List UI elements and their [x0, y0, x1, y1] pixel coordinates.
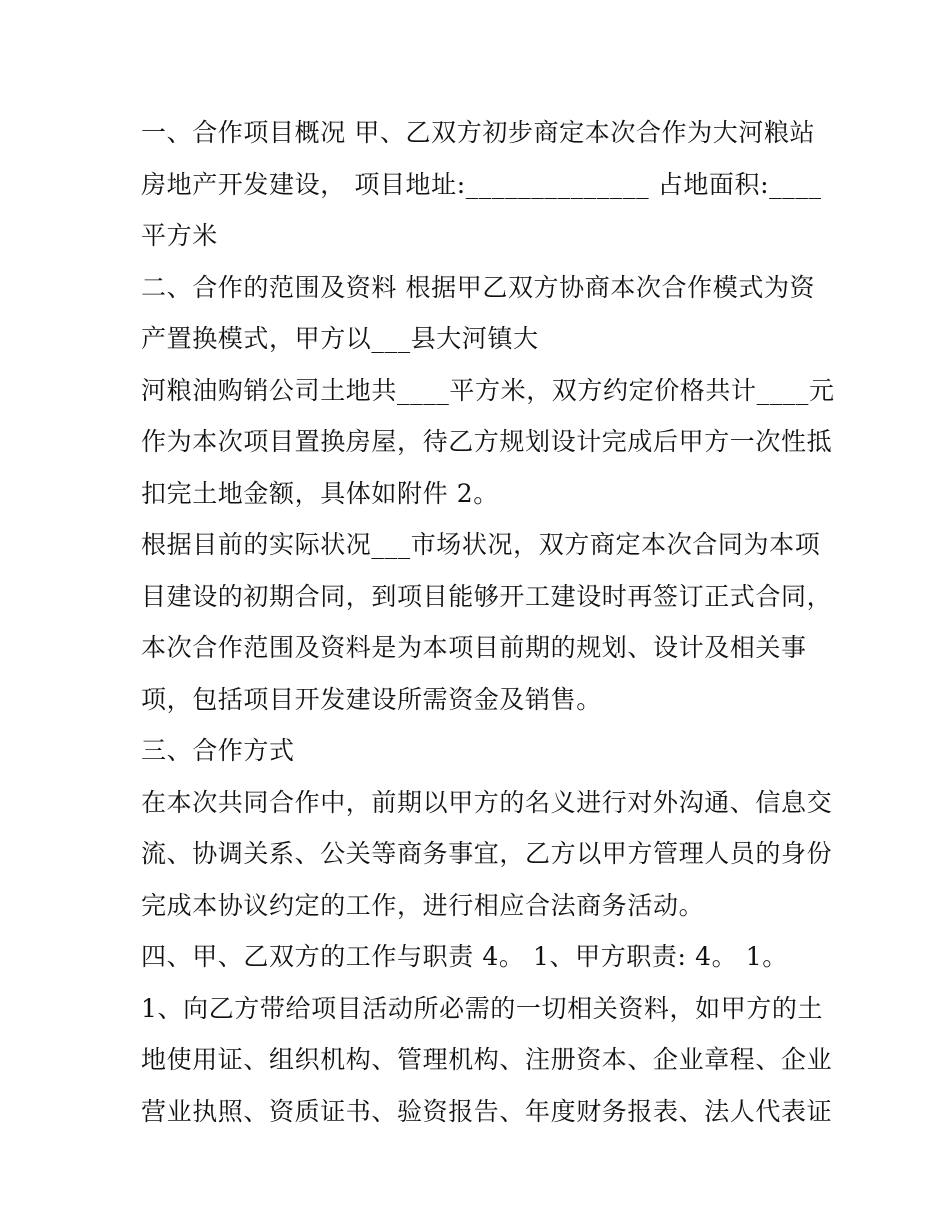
text-line: 在本次共同合作中，前期以甲方的名义进行对外沟通、信息交: [141, 787, 833, 817]
text-line: 1、向乙方带给项目活动所必需的一切相关资料，如甲方的土: [141, 993, 824, 1023]
text-line: 平方米: [141, 221, 218, 250]
text-line: 地使用证、组织机构、管理机构、注册资本、企业章程、企业: [141, 1045, 833, 1074]
text-line: 项，包括项目开发建设所需资金及销售。: [141, 684, 602, 714]
text-line: 二、合作的范围及资料 根据甲乙双方协商本次合作模式为资: [141, 272, 816, 302]
text-line: 产置换模式，甲方以___县大河镇大: [141, 324, 539, 353]
text-line: 完成本协议约定的工作，进行相应合法商务活动。: [141, 890, 705, 920]
text-line: 四、甲、乙双方的工作与职责 4。 1、甲方职责: 4。 1。: [141, 942, 788, 971]
text-line: 一、合作项目概况 甲、乙双方初步商定本次合作为大河粮站: [141, 118, 816, 147]
text-line: 营业执照、资质证书、验资报告、年度财务报表、法人代表证: [141, 1096, 833, 1126]
text-line: 扣完土地金额，具体如附件 2。: [141, 478, 499, 508]
text-line: 本次合作范围及资料是为本项目前期的规划、设计及相关事: [141, 633, 807, 662]
text-line: 流、协调关系、公关等商务事宜，乙方以甲方管理人员的身份: [141, 839, 833, 868]
text-line: 目建设的初期合同，到项目能够开工建设时再签订正式合同，: [141, 581, 833, 611]
text-line: 河粮油购销公司土地共____平方米，双方约定价格共计____元: [141, 375, 835, 405]
text-line: 三、合作方式: [141, 736, 295, 765]
text-line: 房地产开发建设， 项目地址:______________ 占地面积:____: [141, 169, 822, 199]
document-body: [141, 107, 835, 1137]
text-line: 作为本次项目置换房屋，待乙方规划设计完成后甲方一次性抵: [141, 427, 833, 456]
text-line: 根据目前的实际状况___市场状况，双方商定本次合同为本项: [141, 530, 821, 559]
